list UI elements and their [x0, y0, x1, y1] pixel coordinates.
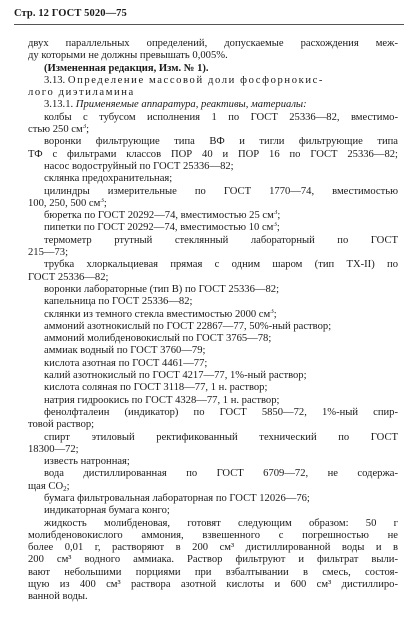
text-span: ; [86, 124, 90, 136]
text-line: более 0,01 г, растворяют в 200 см³ дистиллированной воды и в [28, 542, 398, 554]
text-line: кислота соляная по ГОСТ 3118—77, 1 н. раствор; [44, 382, 268, 394]
text-line: натрия гидроокись по ГОСТ 4328—77, 1 н. раствор; [44, 394, 280, 406]
text-line: фенолфталеин (индикатор) по ГОСТ 5850—72, 1%-ный спир- [44, 406, 398, 418]
text-line: цилиндры измерительные по ГОСТ 1770—74, вместимостью [44, 185, 398, 197]
superscript: 3 [270, 308, 274, 315]
text-span: 100, 250, 500 см [28, 197, 101, 209]
text-line: колбы с тубусом исполнения 1 по ГОСТ 25336—82, вместимо- [44, 111, 398, 123]
superscript: 3 [273, 210, 278, 217]
text-line: аммоний молибденовокислый по ГОСТ 3765—78; [44, 333, 272, 345]
text-line: молибденовокислого аммония, взвешенного с погрешностью не [28, 529, 398, 541]
text-line: насос водоструйный по ГОСТ 25336—82; [44, 160, 234, 172]
text-line: трубка хлоркальциевая прямая с одним шаром (тип ТХ-II) по [44, 259, 398, 271]
text-line: аммоний азотнокислый по ГОСТ 22867—77, 50%-ный раствор; [44, 320, 332, 332]
text-line [28, 198, 398, 210]
text-line: 200 см³ водного аммиака. Раствор фильтруют и фильтрат выли- [28, 554, 398, 566]
text-line: щую из 400 см³ раствора азотной кислоты и 600 см³ дистиллиро- [28, 579, 398, 591]
text-line: воронки фильтрующие типа ВФ и тигли фильтрующие типа [44, 136, 398, 148]
text-line: склянка предохранительная; [44, 173, 173, 185]
text-span: склянки из темного стекла вместимостью 2000 см [44, 308, 271, 320]
text-line: известь натронная; [44, 456, 130, 468]
subsection-heading [28, 99, 398, 111]
text-span: щая CO [28, 480, 64, 492]
subsection-number: 3.13.1. [44, 99, 74, 111]
text-line: калий азотнокислый по ГОСТ 4217—77, 1%-ный раствор; [44, 370, 307, 382]
superscript: 3 [82, 124, 87, 131]
superscript: 3 [100, 197, 104, 204]
subsection-title: Применяемые аппаратура, реактивы, материалы: [75, 99, 307, 111]
text-span: ; [277, 210, 281, 222]
text-line [28, 481, 398, 493]
text-line [28, 124, 398, 136]
text-line [28, 210, 398, 222]
text-line [28, 222, 398, 234]
text-line: спирт этиловый ректификованный технический по ГОСТ [44, 431, 398, 443]
text-span: ; [273, 308, 277, 320]
document-body [28, 38, 398, 604]
text-line: жидкость молибденовая, готовят следующим образом: 50 г [44, 517, 398, 529]
text-span: ; [66, 480, 70, 492]
text-line: кислота азотная по ГОСТ 4461—77; [44, 357, 208, 369]
text-line: вают небольшими порциями при взбалтывании в смесь, состоя- [28, 566, 398, 578]
section-title: Определение массовой доли фосфорнокис- [67, 74, 325, 86]
text-line: товой раствор; [28, 419, 95, 431]
text-line: воронки лабораторные (тип В) по ГОСТ 25336—82; [44, 283, 280, 295]
text-line: индикаторная бумага конго; [44, 505, 170, 517]
text-line: термометр ртутный стеклянный лабораторный по ГОСТ [44, 234, 398, 246]
text-span: ; [103, 197, 107, 209]
text-line: ванной воды. [28, 591, 88, 603]
text-line: ду которыми не должны превышать 0,005%. [28, 50, 228, 62]
header-rule [14, 24, 404, 25]
text-line [28, 309, 398, 321]
text-line: двух параллельных определений, допускаемые расхождения меж- [28, 38, 398, 49]
text-span: стью 250 см [28, 124, 83, 136]
section-number: 3.13. [44, 74, 66, 86]
superscript: 3 [273, 222, 277, 229]
amendment-note: (Измененная редакция, Изм. № 1). [44, 62, 209, 74]
text-line: ГОСТ 25336—82; [28, 271, 109, 283]
section-heading [28, 75, 398, 87]
text-line: бумага фильтровальная лабораторная по ГОСТ 12026—76; [44, 492, 310, 504]
text-span: пипетки по ГОСТ 20292—74, вместимостью 10 см [44, 222, 274, 234]
text-line: вода дистиллированная по ГОСТ 6709—72, не содержа- [44, 468, 398, 480]
text-line: 18300—72; [28, 443, 79, 455]
subscript: 2 [63, 484, 67, 493]
text-line: капельница по ГОСТ 25336—82; [44, 296, 193, 308]
text-span: ; [276, 222, 280, 234]
text-span: бюретка по ГОСТ 20292—74, вместимостью 25 см [44, 210, 274, 222]
text-line: ТФ с фильтрами классов ПОР 40 и ПОР 16 по ГОСТ 25336—82; [28, 148, 398, 160]
text-line: аммиак водный по ГОСТ 3760—79; [44, 345, 206, 357]
page-header: Стр. 12 ГОСТ 5020—75 [14, 8, 127, 19]
text-line: 215—73; [28, 247, 69, 259]
section-title-cont: лого диэтиламина [28, 87, 135, 99]
